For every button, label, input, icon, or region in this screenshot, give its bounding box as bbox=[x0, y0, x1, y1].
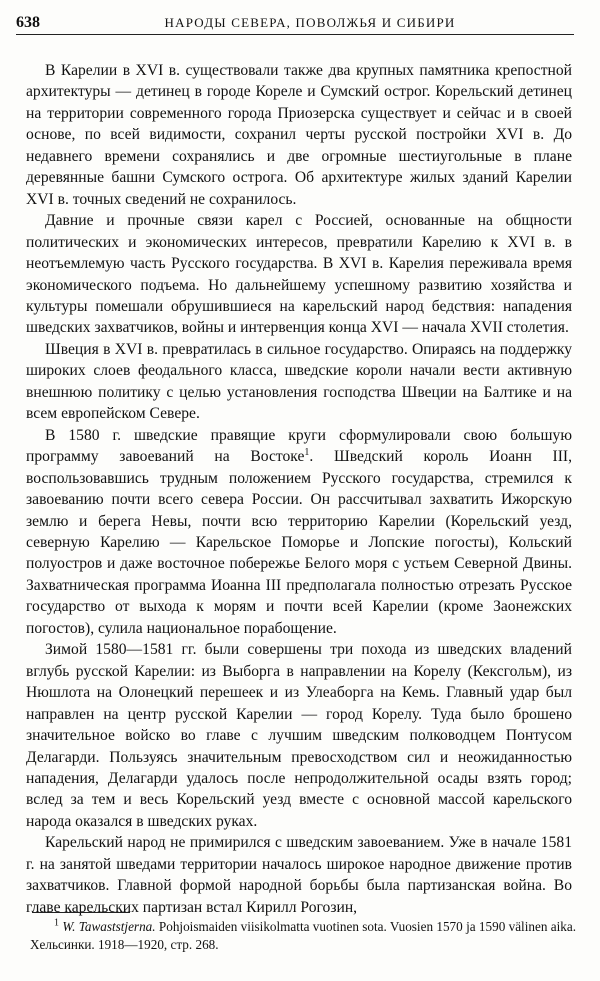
footnote-author: W. Tawaststjerna. bbox=[62, 919, 156, 934]
footnote-reference: 1 bbox=[304, 446, 310, 458]
footnote bbox=[30, 918, 576, 954]
running-title: НАРОДЫ СЕВЕРА, ПОВОЛЖЬЯ И СИБИРИ bbox=[164, 15, 456, 30]
paragraph bbox=[26, 425, 572, 640]
page-number: 638 bbox=[16, 14, 40, 31]
paragraph: В Карелии в XVI в. существовали также два крупных памятника крепостной архитектуры — детинец в городе Кореле и Сумский острог. Корельский детинец на территории современного города Приозерска существует и сейчас и в своей основе, по всей видимости, сохранил черты русской постройки XVI в. До недавнего времени сохранялись и две огромные шестиугольные в плане деревянные башни Сумского острога. Об архитектуре жилых зданий Карелии XVI в. точных сведений не сохранилось. bbox=[26, 62, 572, 208]
footnote-divider bbox=[32, 912, 130, 913]
body-text bbox=[26, 60, 572, 918]
paragraph-text: . Шведский король Иоанн III, воспользовавшись трудным положением Русского государства, стремился к завоеванию почти всего севера России. Он рассчитывал захватить Ижорскую землю и берега Невы, почти всю территорию Карелии (Корельский уезд, северную Карелию — Карельское Поморье и Лопские погосты), Кольский полуостров и даже восточное побережье Белого моря с устьем Северной Двины. Захватническая программа Иоанна III предполагала полностью отрезать Русское государство от выхода к морям и почти всей Карелии (кроме Заонежских погостов), сулила национальное порабощение. bbox=[26, 448, 572, 637]
page-header bbox=[16, 12, 574, 35]
paragraph: Карельский народ не примирился с шведским завоеванием. Уже в начале 1581 г. на занятой шведами территории началось широкое народное движение против захватчиков. Главной формой народной борьбы была партизанская война. Во главе карельских партизан встал Кирилл Рогозин, bbox=[26, 834, 572, 916]
paragraph-text: В 1580 г. шведские правящие круги сформулировали свою большую программу завоеваний на Востоке bbox=[26, 426, 572, 466]
footnote-mark: 1 bbox=[54, 917, 59, 929]
paragraph: Зимой 1580—1581 гг. были совершены три похода из шведских владений вглубь русской Карелии: из Выборга в направлении на Корелу (Кексгольм), из Нюшлота на Олонецкий перешеек и из Улеаборга на Кемь. Главный удар был направлен на центр русской Карелии — город Корелу. Туда было брошено значительное войско во главе с лучшим шведским полководцем Понтусом Делагарди. Пользуясь значительным превосходством сил и неожиданностью нападения, Делагарди удалось после непродолжительной осады взять город; вслед за тем и весь Корельский уезд вместе с основной массой карельского народа оказался в шведских руках. bbox=[26, 641, 572, 830]
paragraph: Давние и прочные связи карел с Россией, основанные на общности политических и экономических интересов, превратили Карелию к XVI в. в неотъемлемую часть Русского государства. В XVI в. Карелия переживала время экономического подъема. Но дальнейшему успешному развитию хозяйства и культуры помешали обрушившиеся на карельский народ бедствия: нападения шведских захватчиков, войны и интервенция конца XVI — начала XVII столетия. bbox=[26, 212, 572, 337]
footnote-text: Pohjoismaiden viisikolmatta vuotinen sota. Vuosien 1570 ja 1590 välinen aika. Хельсинки. 1918—1920, стр. 268. bbox=[30, 919, 577, 952]
paragraph: Швеция в XVI в. превратилась в сильное государство. Опираясь на поддержку широких слоев феодального класса, шведские короли начали вести активную внешнюю политику с целью установления господства Швеции на Балтике и на всем европейском Севере. bbox=[26, 340, 572, 423]
